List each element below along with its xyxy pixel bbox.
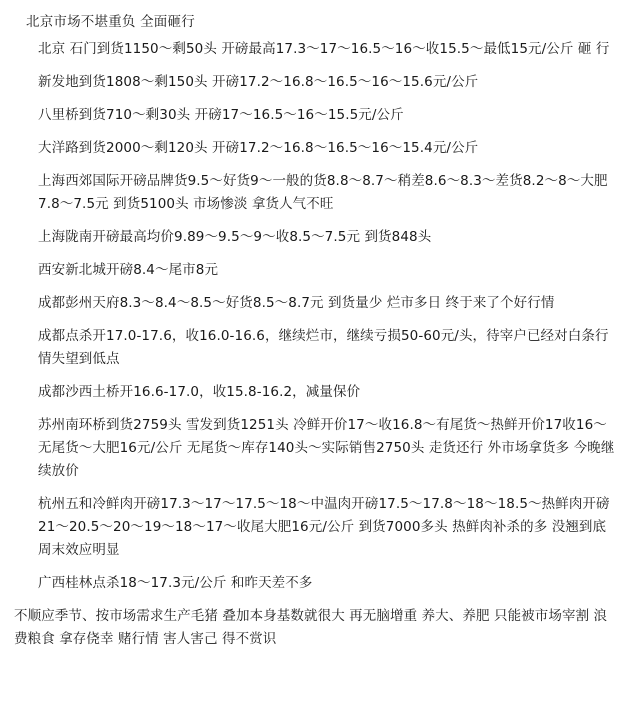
page-title: 北京市场不堪重负 全面砸行 [26,14,195,30]
paragraph: 成都沙西土桥开16.6-17.0，收15.8-16.2，减量保价 [38,384,361,400]
paragraph: 广西桂林点杀18～17.3元/公斤 和昨天差不多 [38,575,313,591]
paragraph: 苏州南环桥到货2759头 雪发到货1251头 冷鲜开价17～收16.8～有尾货～热鲜开价17收16～无尾货～大肥16元/公斤 无尾货～库存140头～实际销售2750头 走货还行 外市场拿货多 今晚继续放价 [38,417,615,479]
paragraph: 大洋路到货2000～剩120头 开磅17.2～16.8～16.5～16～15.4元/公斤 [38,140,479,156]
paragraph: 北京 石门到货1150～剩50头 开磅最高17.3～17～16.5～16～收15.5～最低15元/公斤 砸 行 [38,41,610,57]
paragraph: 杭州五和冷鲜肉开磅17.3～17～17.5～18～中温肉开磅17.5～17.8～18～18.5～热鲜肉开磅21～20.5～20～19～18～17～收尾大肥16元/公斤 到货7000多头 热鲜肉补杀的多 没翘到底 周末效应明显 [38,496,610,558]
paragraph: 上海陇南开磅最高均价9.89～9.5～9～收8.5～7.5元 到货848头 [38,229,432,245]
paragraph: 成都彭州天府8.3～8.4～8.5～好货8.5～8.7元 到货量少 烂市多日 终于来了个好行情 [38,295,555,311]
paragraph: 成都点杀开17.0-17.6，收16.0-16.6，继续烂市，继续亏损50-60元/头，待宰户已经对白条行情失望到低点 [38,328,609,367]
paragraph: 新发地到货1808～剩150头 开磅17.2～16.8～16.5～16～15.6元/公斤 [38,74,479,90]
closing-remark: 不顺应季节、按市场需求生产毛猪 叠加本身基数就很大 再无脑增重 养大、养肥 只能被市场宰割 浪费粮食 拿存侥幸 赌行情 害人害己 得不赏识 [14,608,608,647]
paragraph: 上海西郊国际开磅品牌货9.5～好货9～一般的货8.8～8.7～稍差8.6～8.3～差货8.2～8～大肥7.8～7.5元 到货5100头 市场惨淡 拿货人气不旺 [38,173,608,212]
paragraph: 八里桥到货710～剩30头 开磅17～16.5～16～15.5元/公斤 [38,107,404,123]
paragraph: 西安新北城开磅8.4～尾市8元 [38,262,219,278]
